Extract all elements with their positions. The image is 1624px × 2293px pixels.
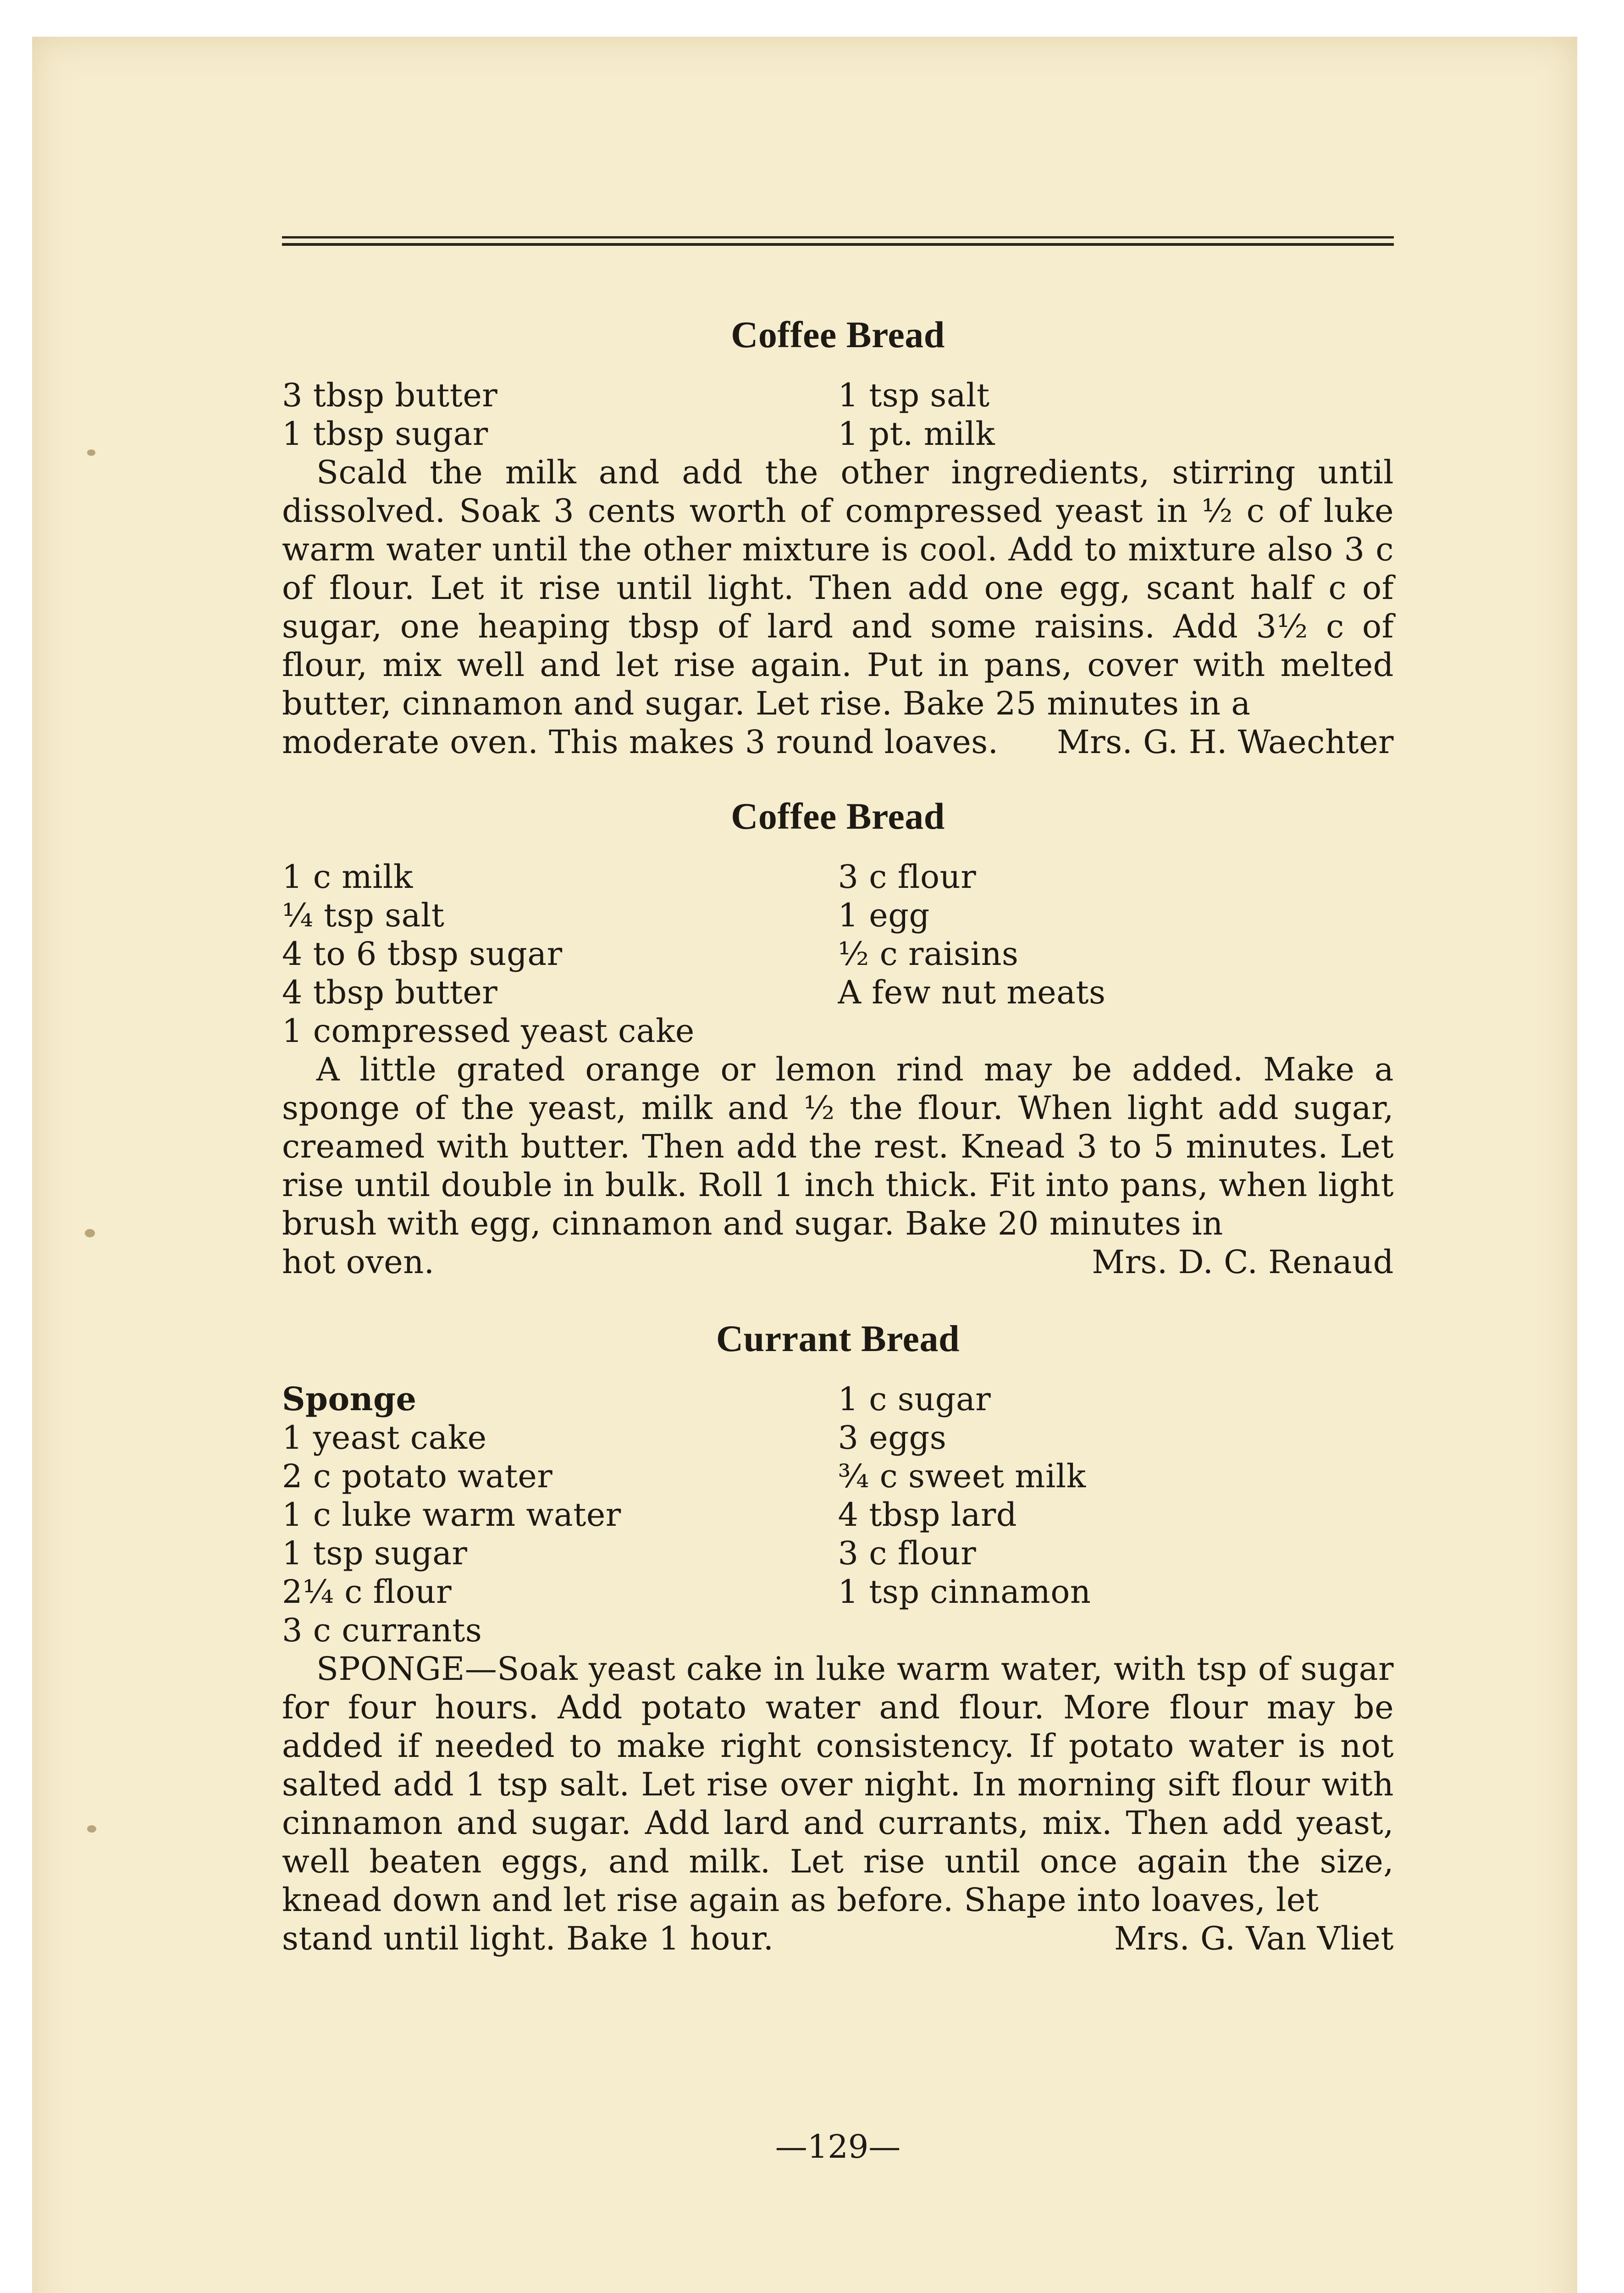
instructions-end: moderate oven. This makes 3 round loaves. bbox=[282, 723, 999, 761]
ingredient: ¾ c sweet milk bbox=[838, 1457, 1086, 1495]
ingredient: 1 pt. milk bbox=[838, 415, 995, 453]
instructions-end: hot oven. bbox=[282, 1243, 435, 1281]
recipe-instructions: SPONGE—Soak yeast cake in luke warm water, with tsp of sugar for four hours. Add potato water and flour. More flour may be added if needed to make right consistency. If potato water is not salted add 1 tsp salt. Let rise over night. In morning sift flour with cinnamon and sugar. Add lard and currants, mix. Then add yeast, well beaten eggs, and milk. Let rise until once again the size, knead down and let rise again as before. Shape into loaves, let bbox=[282, 1650, 1394, 1919]
recipe-currant-bread bbox=[282, 1316, 1394, 1958]
recipe-instructions: Scald the milk and add the other ingredients, stirring until dissolved. Soak 3 cents worth of compressed yeast in ½ c of luke warm water until the other mixture is cool. Add to mixture also 3 c of flour. Let it rise until light. Then add one egg, scant half c of sugar, one heaping tbsp of lard and some raisins. Add 3½ c of flour, mix well and let rise again. Put in pans, cover with melted butter, cinnamon and sugar. Let rise. Bake 25 minutes in a bbox=[282, 454, 1394, 722]
ingredient-list bbox=[282, 376, 1394, 453]
ingredient: 4 tbsp lard bbox=[838, 1496, 1017, 1534]
paper-blemish bbox=[87, 449, 95, 456]
ingredient: 3 c currants bbox=[282, 1612, 482, 1649]
recipe-coffee-bread-2 bbox=[282, 793, 1394, 1281]
ingredient: 1 yeast cake bbox=[282, 1419, 487, 1457]
ingredient: 4 to 6 tbsp sugar bbox=[282, 935, 563, 973]
recipe-author: Mrs. G. H. Waechter bbox=[1057, 723, 1394, 761]
recipe-title: Currant Bread bbox=[716, 1318, 960, 1359]
page-number: —129— bbox=[775, 2128, 901, 2166]
header-rule bbox=[282, 236, 1394, 238]
ingredient: 1 compressed yeast cake bbox=[282, 1012, 695, 1050]
ingredient: 3 c flour bbox=[838, 858, 977, 896]
ingredient: 2 c potato water bbox=[282, 1457, 553, 1495]
paper-blemish bbox=[85, 1229, 95, 1237]
ingredient-list bbox=[282, 1380, 1394, 1650]
ingredient: 2¼ c flour bbox=[282, 1573, 452, 1611]
ingredient: 1 c sugar bbox=[838, 1380, 991, 1418]
recipe-instructions: A little grated orange or lemon rind may be added. Make a sponge of the yeast, milk and ½ the flour. When light add sugar, creamed with butter. Then add the rest. Knead 3 to 5 minutes. Let rise until double in bulk. Roll 1 inch thick. Fit into pans, when light brush with egg, cinnamon and sugar. Bake 20 minutes in bbox=[282, 1051, 1394, 1242]
recipe-author: Mrs. G. Van Vliet bbox=[1114, 1920, 1394, 1957]
ingredient: 3 eggs bbox=[838, 1419, 947, 1457]
ingredient: 3 c flour bbox=[838, 1534, 977, 1572]
book-page bbox=[32, 37, 1577, 2293]
signature-line bbox=[282, 723, 1394, 761]
recipe-title: Coffee Bread bbox=[731, 314, 945, 355]
ingredient: 1 tsp cinnamon bbox=[838, 1573, 1091, 1611]
ingredient: 1 c luke warm water bbox=[282, 1496, 621, 1534]
ingredient: 1 c milk bbox=[282, 858, 413, 896]
ingredient: 4 tbsp butter bbox=[282, 974, 498, 1011]
ingredient: ½ c raisins bbox=[838, 935, 1019, 973]
sponge-subheading: Sponge bbox=[282, 1380, 417, 1418]
header-rule-double bbox=[282, 243, 1394, 246]
signature-line bbox=[282, 1243, 1394, 1281]
paper-blemish bbox=[87, 1825, 96, 1833]
page-content bbox=[282, 312, 1394, 1958]
recipe-coffee-bread-1 bbox=[282, 312, 1394, 761]
ingredient: 1 egg bbox=[838, 897, 930, 934]
ingredient: A few nut meats bbox=[838, 974, 1106, 1011]
ingredient: 3 tbsp butter bbox=[282, 377, 498, 414]
ingredient: 1 tsp salt bbox=[838, 377, 990, 414]
ingredient: 1 tbsp sugar bbox=[282, 415, 488, 453]
recipe-title: Coffee Bread bbox=[731, 795, 945, 837]
signature-line bbox=[282, 1919, 1394, 1958]
ingredient: 1 tsp sugar bbox=[282, 1534, 468, 1572]
ingredient-list bbox=[282, 858, 1394, 1050]
recipe-author: Mrs. D. C. Renaud bbox=[1092, 1243, 1394, 1281]
instructions-end: stand until light. Bake 1 hour. bbox=[282, 1920, 774, 1957]
ingredient: ¼ tsp salt bbox=[282, 897, 445, 934]
